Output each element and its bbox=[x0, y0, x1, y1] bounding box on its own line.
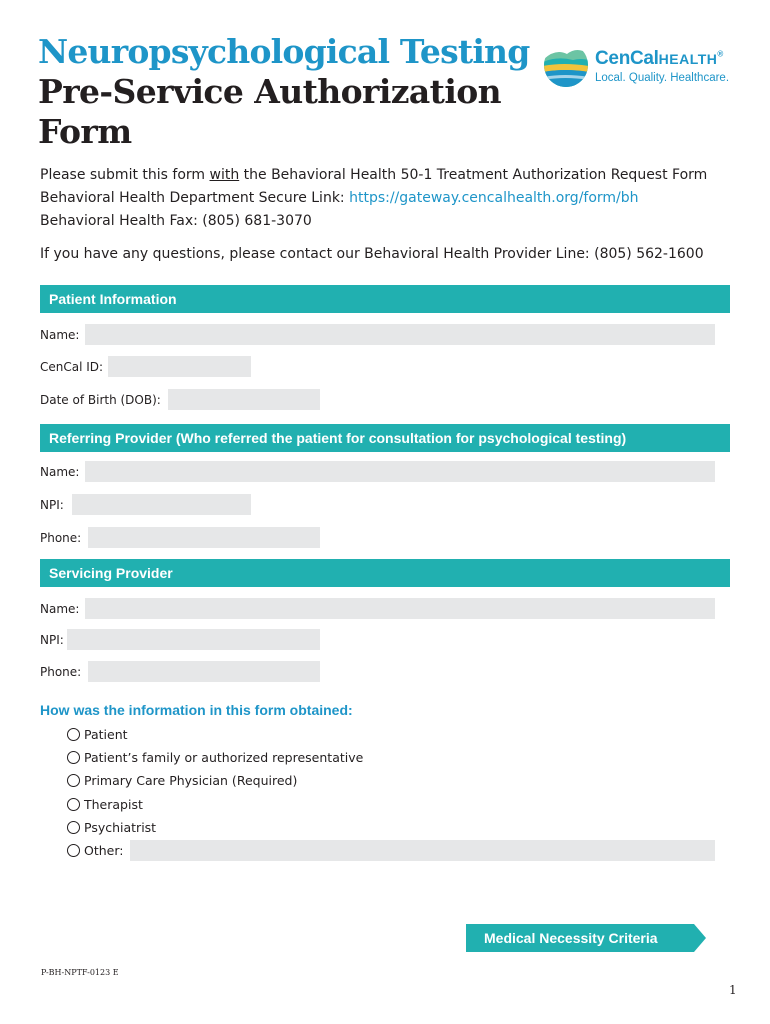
intro-line-1-prefix: Please submit this form bbox=[40, 167, 210, 183]
patient-info-heading: Patient Information bbox=[40, 285, 730, 313]
intro-text bbox=[40, 164, 707, 233]
patient-name-label: Name: bbox=[40, 328, 80, 342]
option-label: Other: bbox=[84, 843, 124, 858]
form-subtitle: Pre-Service Authorization Form bbox=[38, 72, 502, 151]
servicing-name-label: Name: bbox=[40, 602, 80, 616]
servicing-name-field[interactable] bbox=[85, 598, 715, 619]
logo-name-main: CenCal bbox=[595, 48, 659, 69]
cencal-hills-logo-icon bbox=[543, 42, 589, 88]
option-therapist[interactable] bbox=[67, 797, 143, 812]
patient-id-field[interactable] bbox=[108, 356, 251, 377]
logo-tagline: Local. Quality. Healthcare. bbox=[595, 72, 730, 84]
page-number: 1 bbox=[729, 983, 737, 997]
form-title: Neuropsychological Testing bbox=[38, 32, 530, 71]
medical-necessity-criteria-button[interactable] bbox=[466, 924, 706, 952]
secure-link[interactable]: https://gateway.cencalhealth.org/form/bh bbox=[349, 190, 639, 206]
option-label: Patient bbox=[84, 727, 128, 742]
radio-icon[interactable] bbox=[67, 798, 80, 811]
option-label: Patient’s family or authorized representative bbox=[84, 750, 364, 765]
radio-icon[interactable] bbox=[67, 821, 80, 834]
servicing-provider-heading: Servicing Provider bbox=[40, 559, 730, 587]
referring-npi-field[interactable] bbox=[72, 494, 251, 515]
logo-name-suffix: HEALTH bbox=[658, 51, 718, 67]
option-psychiatrist[interactable] bbox=[67, 820, 156, 835]
cencal-health-logo bbox=[543, 40, 743, 92]
intro-line-1-suffix: the Behavioral Health 50-1 Treatment Authorization Request Form bbox=[239, 167, 708, 183]
patient-dob-field[interactable] bbox=[168, 389, 320, 410]
servicing-phone-field[interactable] bbox=[88, 661, 320, 682]
referring-provider-heading: Referring Provider (Who referred the patient for consultation for psychological testing) bbox=[40, 424, 730, 452]
radio-icon[interactable] bbox=[67, 751, 80, 764]
patient-name-field[interactable] bbox=[85, 324, 715, 345]
patient-dob-label: Date of Birth (DOB): bbox=[40, 393, 161, 407]
intro-line-2 bbox=[40, 187, 707, 210]
referring-phone-label: Phone: bbox=[40, 531, 82, 545]
referring-npi-label: NPI: bbox=[40, 498, 64, 512]
option-family[interactable] bbox=[67, 750, 363, 765]
intro-line-2-prefix: Behavioral Health Department Secure Link: bbox=[40, 190, 350, 206]
patient-id-label: CenCal ID: bbox=[40, 360, 104, 374]
intro-line-1 bbox=[40, 164, 707, 187]
option-label: Psychiatrist bbox=[84, 820, 157, 835]
servicing-phone-label: Phone: bbox=[40, 665, 82, 679]
radio-icon[interactable] bbox=[67, 844, 80, 857]
logo-registered: ® bbox=[717, 49, 724, 59]
contact-line: If you have any questions, please contact our Behavioral Health Provider Line: (805) 562-1600 bbox=[40, 246, 704, 262]
form-code: P-BH-NPTF-0123 E bbox=[41, 968, 119, 977]
referring-phone-field[interactable] bbox=[88, 527, 320, 548]
referring-name-field[interactable] bbox=[85, 461, 715, 482]
option-label: Therapist bbox=[84, 797, 143, 812]
radio-icon[interactable] bbox=[67, 774, 80, 787]
option-patient[interactable] bbox=[67, 727, 128, 742]
intro-line-1-emphasis: with bbox=[209, 167, 240, 183]
info-source-question: How was the information in this form obtained: bbox=[40, 702, 353, 718]
servicing-npi-field[interactable] bbox=[67, 629, 320, 650]
other-source-field[interactable] bbox=[130, 840, 715, 861]
option-other[interactable] bbox=[67, 843, 123, 858]
referring-name-label: Name: bbox=[40, 465, 80, 479]
intro-line-3: Behavioral Health Fax: (805) 681-3070 bbox=[40, 213, 312, 229]
cta-label: Medical Necessity Criteria bbox=[484, 930, 658, 946]
option-label: Primary Care Physician (Required) bbox=[84, 773, 298, 788]
servicing-npi-label: NPI: bbox=[40, 633, 64, 647]
option-pcp[interactable] bbox=[67, 773, 297, 788]
radio-icon[interactable] bbox=[67, 728, 80, 741]
